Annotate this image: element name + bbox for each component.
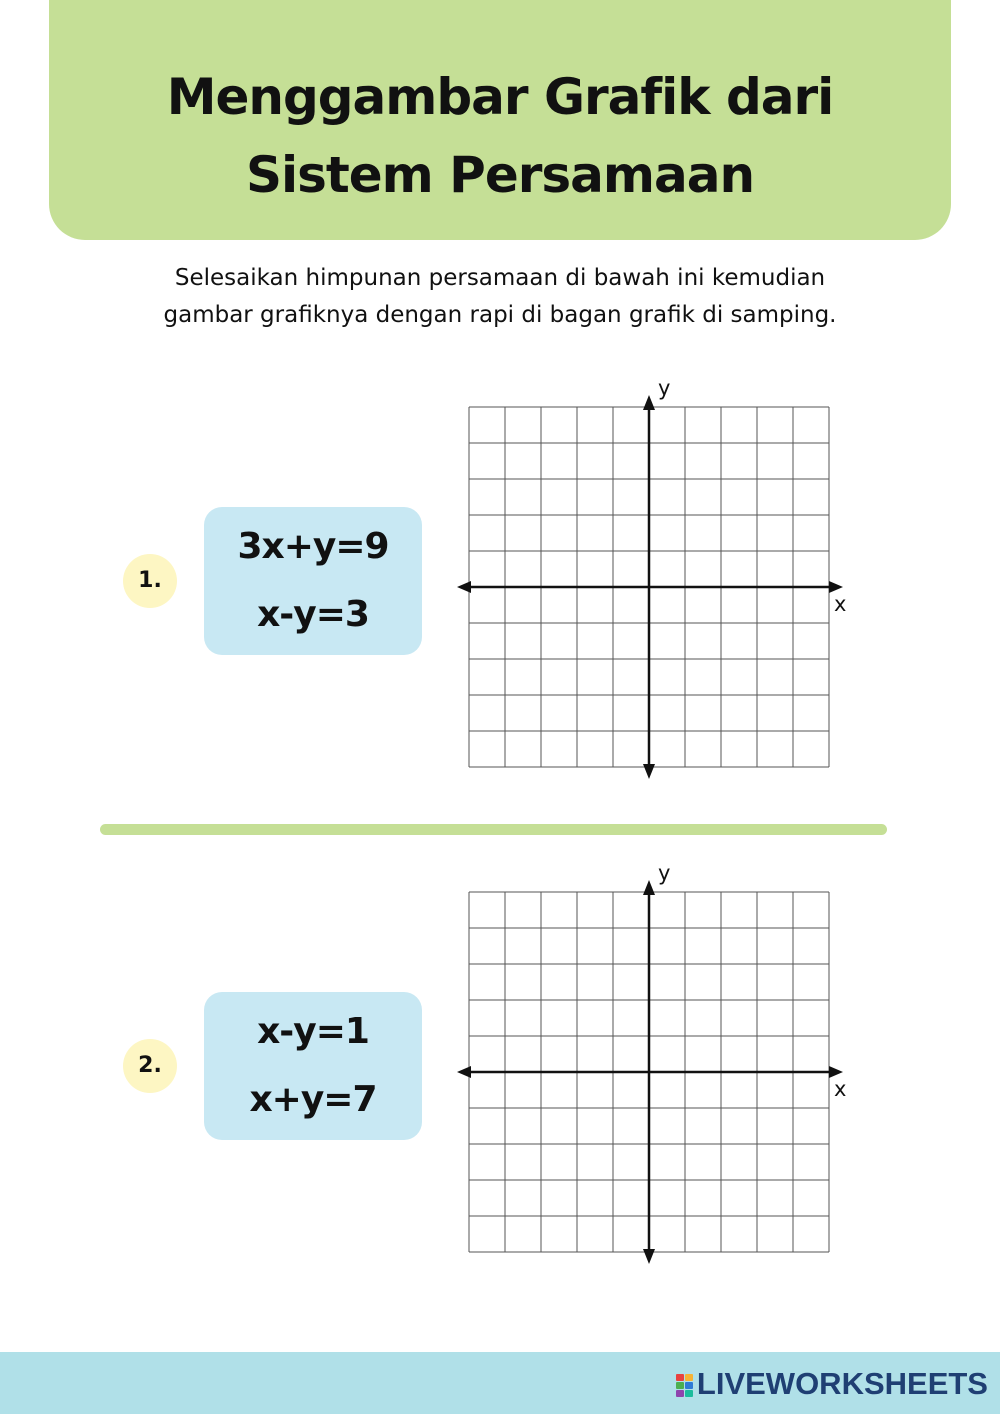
problem-2-axes	[457, 880, 843, 1264]
y-axis-up-arrow-icon	[643, 880, 655, 895]
problem-2-equation-2: x+y=7	[249, 1079, 377, 1120]
instructions	[100, 260, 900, 334]
problem-2-equation-1: x-y=1	[257, 1011, 369, 1052]
problem-2-coordinate-grid[interactable]	[450, 858, 850, 1268]
header-banner	[49, 0, 951, 240]
page-title-line-2: Sistem Persamaan	[245, 146, 755, 204]
x-axis-left-arrow-icon	[457, 1066, 471, 1078]
brand-logo[interactable]	[676, 1366, 988, 1402]
instructions-line-1: Selesaikan himpunan persamaan di bawah ini kemudian	[174, 265, 826, 291]
problem-1-coordinate-grid[interactable]	[450, 373, 850, 783]
instructions-line-2: gambar grafiknya dengan rapi di bagan grafik di samping.	[163, 302, 837, 328]
problem-1-equation-box	[204, 507, 422, 655]
problem-2-x-axis-label: x	[834, 1077, 847, 1101]
problem-1-x-axis-label: x	[834, 592, 847, 616]
problem-1-y-axis-label: y	[658, 376, 671, 400]
problem-1-equation-1: 3x+y=9	[237, 526, 389, 567]
problem-2-equation-box	[204, 992, 422, 1140]
y-axis-up-arrow-icon	[643, 395, 655, 410]
x-axis-left-arrow-icon	[457, 581, 471, 593]
problem-1-axes	[457, 395, 843, 779]
brand-name: LIVEWORKSHEETS	[696, 1366, 988, 1401]
footer-bar	[0, 1352, 1000, 1414]
y-axis-down-arrow-icon	[643, 764, 655, 779]
y-axis-down-arrow-icon	[643, 1249, 655, 1264]
problem-2-number-badge: 2.	[123, 1039, 177, 1093]
section-divider	[100, 824, 887, 835]
problem-2-y-axis-label: y	[658, 861, 671, 885]
page-title-line-1: Menggambar Grafik dari	[166, 68, 834, 126]
liveworksheets-logo-icon	[676, 1372, 694, 1396]
page-title	[49, 58, 951, 214]
problem-1-equation-2: x-y=3	[257, 594, 369, 635]
problem-1-number-badge: 1.	[123, 554, 177, 608]
